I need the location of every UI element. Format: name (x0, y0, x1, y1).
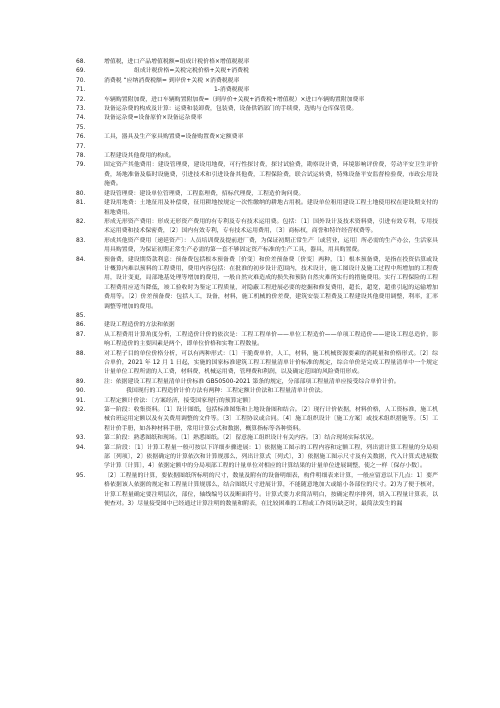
line-text: 我国现行的工程造价计价方法有两种：工程定额计价法和工程量清单计价法。 (126, 388, 327, 395)
line-number: 87. (76, 331, 86, 338)
line-text: 1-消费税税率 (214, 87, 250, 94)
line-text: 第二阶段：熟悉图纸和现场。〔1〕熟悉图纸。〔2〕留意施工组织设计有关内容。〔3〕结合现场实际状况。 (104, 435, 378, 442)
line-text: 建设管理费：建设单位管理费，工程监理费，招标代理费，工程造价询问费。 (104, 190, 305, 197)
line-text: 组成计税价格=关税完税价格+关税+消费税 (134, 68, 249, 75)
line-text: 预备费，建设期贷款利息：预备费包括根本预备费〔价变〕和价差预备费〔价变〕两种，〔1〕根本预备费，是指在投资估算或设计概算内难以预料的工程费用，费用内容包括：在批准的初步设计范围内，技术设计，施工图设计及施工过程中所增加的工程费用，设计变更，局部地基处理等增加的费用，一般自然灾难造成的损失和预防自然灾难所实行的措施费用。实行工程保险的工程工程费用应适当降低，竣工验收时为鉴定工程质量，对隐蔽工程进展必要的挖掘和修复费用，超长，超宽，超重引起的运输增加费用等。〔2〕价差预备费：包括人工，设备，材料，施工机械的价差费，建筑安装工程费及工程建设其他费用调整，利率，汇率调整等增加的费用。 (104, 256, 438, 310)
line-number: 70. (76, 77, 86, 84)
line-number: 69. (76, 68, 86, 75)
line-text: 车辆购置附加费，进口车辆购置附加费=（到岸价+关税+消费税+增值税）×进口车辆购置附加费率 (104, 96, 365, 103)
numbered-line (76, 472, 438, 510)
numbered-line (76, 397, 438, 406)
line-number: 79. (76, 162, 86, 169)
line-number: 93. (76, 435, 86, 442)
line-number: 78. (76, 153, 86, 160)
line-text (104, 143, 438, 152)
numbered-line (76, 406, 438, 434)
line-text: 设备运杂费=设备原价×设备运杂费率 (104, 115, 203, 122)
line-text: 工程建设其他费用的构成。 (104, 153, 175, 160)
line-number: 82. (76, 218, 86, 225)
line-number: 73. (76, 106, 86, 113)
line-number: 80. (76, 190, 86, 197)
line-number: 88. (76, 350, 86, 357)
line-text (104, 124, 438, 133)
line-text: 建设工程造价的方法和依据 (104, 322, 175, 329)
line-text: 从工程费用计算角度分析，工程造价计价的依次是：工程工程单价——单位工程造价——单项工程造价——建设工程总造价，影响工程造价的主要因素是两个，即单位价格和实物工程数量。 (104, 331, 438, 348)
numbered-line (76, 190, 438, 199)
numbered-line (76, 321, 438, 330)
line-text: 工程定额计价法：〔方案经济，接受国家现行的预算定额〕 (104, 397, 255, 404)
line-number: 71. (76, 87, 86, 94)
line-text: 消费税 “应纳消费税额= 到岸价+关税 ×消费税税率 (104, 77, 240, 84)
line-text: 工具，器具及生产家具购置费=设备购置费×定额费率 (104, 134, 244, 141)
numbered-line (76, 124, 438, 133)
line-text: 形成其他资产费用〔递延资产〕：人员培训费及提前进厂费，为保证初期正常生产〔或营业，运用〕所必需的生产办公，生活家具用具购置费，为保证初期正常生产必需的第一套不够固定资产标准的生产工具，器具，用具购置费。 (104, 237, 438, 254)
numbered-line (76, 331, 438, 350)
numbered-line (76, 312, 438, 321)
line-number: 74. (76, 115, 86, 122)
numbered-line (76, 114, 438, 123)
line-number: 68. (76, 59, 86, 65)
line-number: 92. (76, 407, 86, 414)
line-text: 设备运杂费的构成及计算：运费和装卸费，包装费，设备供销部门的手续费，选购与仓库保管费。 (104, 106, 358, 113)
line-number: 75. (76, 124, 86, 131)
numbered-line (76, 152, 438, 161)
numbered-line (76, 161, 438, 189)
line-number: 85. (76, 312, 86, 319)
numbered-line (76, 434, 438, 443)
line-number: 90. (76, 388, 86, 395)
line-number: 84. (76, 256, 86, 263)
line-text: 增值税，进口产品增值税额=组成计税价格×增值税税率 (104, 59, 250, 65)
numbered-line (76, 143, 438, 152)
line-number: 77. (76, 143, 86, 150)
line-text: 第二阶段：〔1〕计算工程量一般可按以下详细步骤进展：1〕依据施工图示的工程内容和定额工程，列出需计算工程量的分局项部〔列项〕，2〕依据确定的计算依次和计算规那么，列出计算式〔列式〕，3〕依据施工图示尺寸及有关数据，代入计算式进展数学计算〔计算〕，4〕依据定额中的分局项部工程的计量单位对相应的计算结果的计量单位进展调整，使之一样〔保存小数〕。 (104, 444, 438, 470)
numbered-line (76, 105, 438, 114)
line-number: 72. (76, 96, 86, 103)
numbered-line (76, 199, 438, 218)
numbered-line (76, 58, 438, 67)
numbered-line (76, 256, 438, 312)
line-number: 76. (76, 134, 86, 141)
line-number: 91. (76, 397, 86, 404)
line-text (104, 312, 438, 321)
line-text: 形成无形资产费用：形成无形资产费用的有专利及专有技术运用费。包括：〔1〕国外设计及技术资料费，引进有效专利，专用技术运用费和技术保密费，〔2〕国内有效专利，专有技术运用费用，〔3〕商标权，商誉和特许经营权费等。 (104, 218, 438, 235)
line-text: 注：依据建设工程工程量清单计价标准 GB50500-2021 第条的规定，分部部项工程量清单应接受综合单价计价。 (104, 378, 400, 385)
numbered-line (76, 133, 438, 142)
numbered-line (76, 96, 438, 105)
line-number: 81. (76, 200, 86, 207)
numbered-line (76, 218, 438, 237)
numbered-line (76, 350, 438, 378)
line-text: 建设用地费：土地征用及补偿费，征用耕地按规定一次性缴纳的耕地占用税。建设单位租用建设工程土地使用权在建设期支付的租地费用。 (104, 200, 438, 216)
line-number: 83. (76, 237, 86, 244)
numbered-line (76, 387, 438, 396)
line-text: 〔2〕工程量的计算，要依据图纸所标明的尺寸，数量及附有的设备明细表，构件明细表来计算，一般应留意以下几点：1〕要严格依据该人依据的规定和工程量计算规那么，结合图纸尺寸进展计算，不能随意地加大或缩小各部位的尺寸。2)为了便于核对，计算工程量确定要注明层次，部位，轴线编号以及断面符号。计算式要力求简洁明白，按确定程序排列，填入工程量计算表，以便查对。3）尽量接受图中已经通过计算注明的数量和附表，在比较困难的工程或工作阅历缺乏时，最简法发生的漏 (104, 472, 438, 508)
numbered-line (76, 77, 438, 86)
numbered-line (76, 378, 438, 387)
line-number: 95. (76, 472, 86, 479)
line-text: 第一阶段：收集资料。〔1〕设计图纸，包括标准图集和上地设备图和结合。〔2〕现行计价依据，材料价格，人工资标准，施工机械台班运用定额以及有关费用调整的文件等。〔3〕工程协议或合同。〔4〕施工组织设计〔施工方案〕或技术组织措施等。〔5〕工程计价手册，如各种材料手册，常用计算公式和数据，概算指标等各种资料。 (104, 407, 438, 432)
numbered-line (76, 444, 438, 472)
numbered-line (76, 86, 438, 95)
line-number: 89. (76, 378, 86, 385)
line-number: 94. (76, 444, 86, 451)
line-text: 对工程子目的单位价格分析，可以有两种形式：〔1〕干脆费单价，人工，材料，施工机械资源要素的消耗量和价格形式。〔2〕综合单价，2021 年 12 月 1 日起，实施的国家标准建筑工程工程量清单计价标准的规定，综合单价是完成工程量清单中一个规定计量单位工程所需的人工费，材料费，机械运用费，管理费和利润，以及确定范围的风险费用形成。 (104, 350, 438, 376)
line-text: 固定资产其他费用：建设管理费，建设用地费，可行性探讨费，探讨试验费，勘察设计费，环境影响评价费，劳动平安卫生评价费，场地准备及临时设施费，引进技术和引进设备其他费，工程保险费，联合试运转费，特殊设备平安监督检验费，市政公用设施费。 (104, 162, 438, 188)
numbered-line (76, 67, 438, 76)
numbered-line (76, 237, 438, 256)
line-number: 86. (76, 322, 86, 329)
